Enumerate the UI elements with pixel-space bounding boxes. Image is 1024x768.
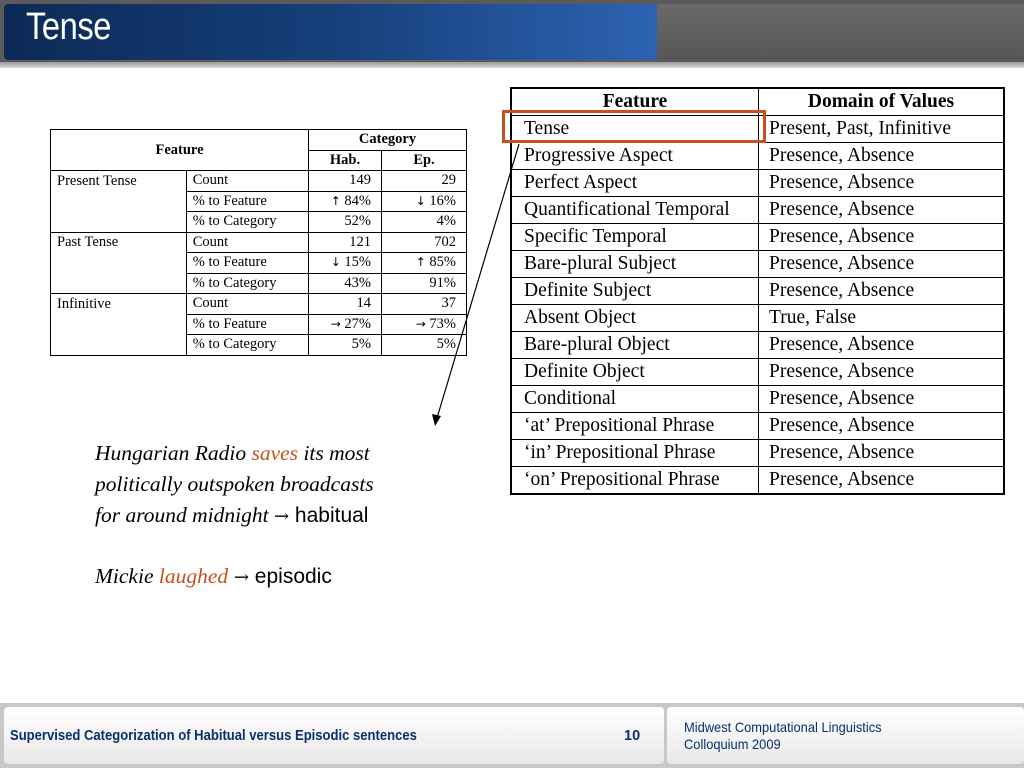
metric-label: % to Feature xyxy=(186,314,308,335)
category-header: Category xyxy=(309,130,467,151)
example-verb: laughed xyxy=(158,564,229,588)
domain-cell: Presence, Absence xyxy=(759,440,1005,467)
ep-value: 29 xyxy=(382,171,467,192)
domain-cell: Present, Past, Infinitive xyxy=(759,116,1005,143)
group-label: Present Tense xyxy=(51,171,187,192)
feature-cell: Definite Subject xyxy=(511,278,759,305)
feature-cell: Progressive Aspect xyxy=(511,143,759,170)
domain-cell: Presence, Absence xyxy=(759,386,1005,413)
ep-value: 4% xyxy=(382,212,467,233)
feature-cell: Definite Object xyxy=(511,359,759,386)
domain-cell: Presence, Absence xyxy=(759,278,1005,305)
domain-cell: Presence, Absence xyxy=(759,197,1005,224)
episodic-example: Mickie laughed → episodic xyxy=(95,564,332,588)
arrow-up-icon: ↑ xyxy=(330,193,341,208)
slide-title: Tense xyxy=(26,6,112,48)
ep-value: → 73% xyxy=(382,314,467,335)
domain-cell: Presence, Absence xyxy=(759,143,1005,170)
feature-cell: Quantificational Temporal xyxy=(511,197,759,224)
group-label: Past Tense xyxy=(51,232,187,253)
ep-value: ↑ 85% xyxy=(382,253,467,274)
hab-value: 121 xyxy=(309,232,382,253)
episodic-label: episodic xyxy=(248,565,332,588)
habitual-example: Hungarian Radio saves its most politically outspoken broadcasts for around midnight → habitual xyxy=(95,441,374,527)
domain-cell: Presence, Absence xyxy=(759,251,1005,278)
feature-cell: Absent Object xyxy=(511,305,759,332)
arrow-right-icon: → xyxy=(330,316,341,331)
ep-value: 702 xyxy=(382,232,467,253)
metric-label: % to Category xyxy=(186,273,308,294)
domain-column-header: Domain of Values xyxy=(759,88,1005,116)
domain-cell: Presence, Absence xyxy=(759,467,1005,495)
domain-cell: Presence, Absence xyxy=(759,224,1005,251)
ep-header: Ep. xyxy=(382,150,467,171)
arrow-right-icon: → xyxy=(273,506,290,527)
domain-cell: True, False xyxy=(759,305,1005,332)
feature-header: Feature xyxy=(51,130,309,171)
hab-value: 149 xyxy=(309,171,382,192)
hab-value: ↓ 15% xyxy=(309,253,382,274)
metric-label: % to Feature xyxy=(186,191,308,212)
feature-column-header: Feature xyxy=(511,88,759,116)
feature-cell: Tense xyxy=(511,116,759,143)
feature-cell: ‘at’ Prepositional Phrase xyxy=(511,413,759,440)
feature-cell: Perfect Aspect xyxy=(511,170,759,197)
domain-cell: Presence, Absence xyxy=(759,359,1005,386)
arrow-down-icon: ↓ xyxy=(330,255,341,270)
conference-name: Midwest Computational Linguistics Colloquium 2009 xyxy=(684,719,882,752)
ep-value: 91% xyxy=(382,273,467,294)
hab-value: → 27% xyxy=(309,314,382,335)
ep-value: ↓ 16% xyxy=(382,191,467,212)
hab-value: 43% xyxy=(309,273,382,294)
metric-label: % to Category xyxy=(186,212,308,233)
feature-cell: Bare-plural Object xyxy=(511,332,759,359)
feature-cell: Conditional xyxy=(511,386,759,413)
hab-header: Hab. xyxy=(309,150,382,171)
metric-label: % to Feature xyxy=(186,253,308,274)
example-verb: saves xyxy=(251,441,299,465)
ep-value: 5% xyxy=(382,335,467,356)
arrow-right-icon: → xyxy=(228,567,249,588)
domain-cell: Presence, Absence xyxy=(759,170,1005,197)
arrow-down-icon: ↓ xyxy=(415,193,426,208)
metric-label: Count xyxy=(186,232,308,253)
feature-cell: Specific Temporal xyxy=(511,224,759,251)
hab-value: 14 xyxy=(309,294,382,315)
footer-title: Supervised Categorization of Habitual versus Episodic sentences xyxy=(10,728,417,744)
metric-label: Count xyxy=(186,294,308,315)
feature-cell: ‘on’ Prepositional Phrase xyxy=(511,467,759,495)
metric-label: Count xyxy=(186,171,308,192)
arrow-right-icon: → xyxy=(415,316,426,331)
hab-value: 5% xyxy=(309,335,382,356)
metric-label: % to Category xyxy=(186,335,308,356)
group-label: Infinitive xyxy=(51,294,187,315)
hab-value: 52% xyxy=(309,212,382,233)
feature-cell: Bare-plural Subject xyxy=(511,251,759,278)
page-number: 10 xyxy=(624,728,641,744)
feature-cell: ‘in’ Prepositional Phrase xyxy=(511,440,759,467)
hab-value: ↑ 84% xyxy=(309,191,382,212)
domain-cell: Presence, Absence xyxy=(759,413,1005,440)
habitual-label: habitual xyxy=(289,504,369,527)
ep-value: 37 xyxy=(382,294,467,315)
arrow-up-icon: ↑ xyxy=(415,255,426,270)
domain-cell: Presence, Absence xyxy=(759,332,1005,359)
